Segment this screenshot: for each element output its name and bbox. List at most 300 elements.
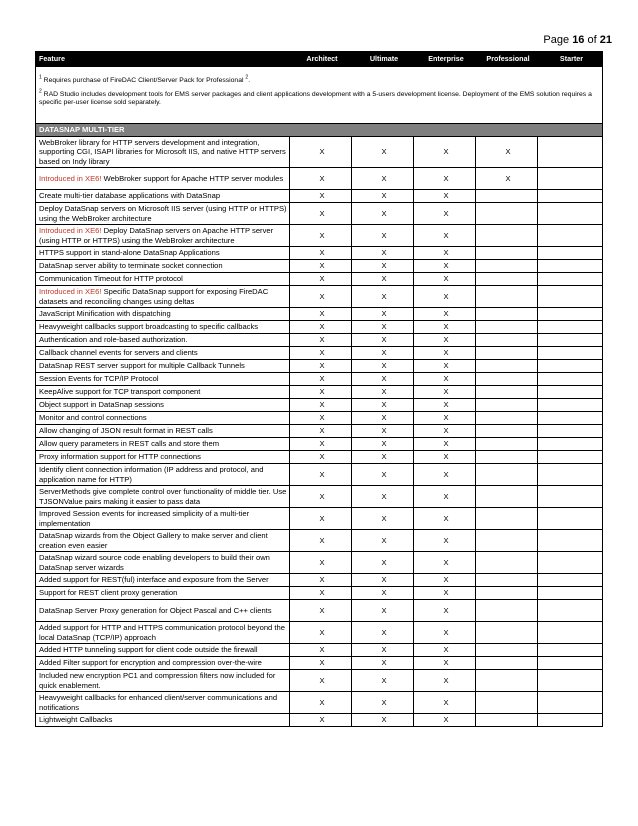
feature-cell: [36, 260, 290, 273]
feature-cell: [36, 225, 290, 247]
mark-architect: X: [290, 386, 352, 399]
table-row: [36, 552, 603, 574]
table-row: [36, 137, 603, 168]
mark-ultimate: X: [352, 574, 414, 587]
feature-cell: [36, 692, 290, 714]
mark-architect: X: [290, 273, 352, 286]
feature-cell: [36, 386, 290, 399]
mark-professional: [476, 622, 538, 644]
mark-ultimate: X: [352, 308, 414, 321]
mark-enterprise: X: [414, 321, 476, 334]
mark-professional: [476, 308, 538, 321]
mark-professional: [476, 464, 538, 486]
mark-ultimate: X: [352, 622, 414, 644]
mark-professional: [476, 644, 538, 657]
mark-professional: [476, 190, 538, 203]
mark-professional: [476, 438, 538, 451]
feature-cell: [36, 587, 290, 600]
footnote-1: $^1$ Requires purchase of FireDAC Client/Server Pack for Professional $^2$.: [39, 74, 251, 85]
feature-text: Support for REST client proxy generation: [39, 588, 178, 598]
feature-cell: [36, 347, 290, 360]
mark-ultimate: X: [352, 273, 414, 286]
table-row: [36, 574, 603, 587]
feature-text: Session Events for TCP/IP Protocol: [39, 374, 159, 384]
mark-ultimate: X: [352, 530, 414, 552]
mark-ultimate: X: [352, 464, 414, 486]
table-row: [36, 386, 603, 399]
introduced-badge: Introduced in XE6!: [39, 226, 102, 236]
mark-architect: X: [290, 247, 352, 260]
mark-architect: X: [290, 574, 352, 587]
table-row: [36, 260, 603, 273]
mark-professional: [476, 451, 538, 464]
mark-architect: X: [290, 190, 352, 203]
mark-enterprise: X: [414, 203, 476, 225]
introduced-badge: Introduced in XE6!: [39, 173, 102, 183]
mark-architect: X: [290, 260, 352, 273]
mark-enterprise: X: [414, 464, 476, 486]
mark-architect: X: [290, 347, 352, 360]
table-row: [36, 657, 603, 670]
mark-professional: [476, 386, 538, 399]
mark-architect: X: [290, 203, 352, 225]
feature-text: Monitor and control connections: [39, 413, 147, 423]
header-professional: Professional: [476, 52, 538, 67]
mark-ultimate: X: [352, 692, 414, 714]
feature-text: Communication Timeout for HTTP protocol: [39, 274, 183, 284]
mark-architect: X: [290, 508, 352, 530]
table-row: [36, 286, 603, 308]
table-row: [36, 399, 603, 412]
table-row: [36, 622, 603, 644]
mark-professional: [476, 273, 538, 286]
table-row: [36, 600, 603, 622]
mark-architect: X: [290, 464, 352, 486]
feature-cell: [36, 203, 290, 225]
mark-enterprise: X: [414, 451, 476, 464]
mark-architect: X: [290, 622, 352, 644]
notes-row: [36, 67, 603, 124]
mark-ultimate: X: [352, 190, 414, 203]
mark-starter: [538, 508, 603, 530]
feature-text: Heavyweight callbacks for enhanced client/server communications and notifications: [39, 693, 278, 712]
feature-cell: [36, 552, 290, 574]
table-row: [36, 334, 603, 347]
mark-starter: [538, 190, 603, 203]
mark-enterprise: X: [414, 692, 476, 714]
feature-text: DataSnap wizard source code enabling developers to build their own DataSnap server wizards: [39, 553, 270, 572]
mark-professional: [476, 587, 538, 600]
page-number: [543, 34, 612, 46]
mark-enterprise: X: [414, 438, 476, 451]
mark-starter: [538, 168, 603, 190]
table-row: [36, 360, 603, 373]
mark-architect: X: [290, 486, 352, 508]
mark-professional: [476, 412, 538, 425]
mark-starter: [538, 308, 603, 321]
feature-text: KeepAlive support for TCP transport component: [39, 387, 201, 397]
mark-professional: [476, 552, 538, 574]
feature-text: DataSnap Server Proxy generation for Object Pascal and C++ clients: [39, 605, 272, 615]
mark-ultimate: X: [352, 334, 414, 347]
mark-professional: [476, 425, 538, 438]
mark-enterprise: X: [414, 225, 476, 247]
mark-starter: [538, 225, 603, 247]
mark-professional: [476, 692, 538, 714]
mark-professional: [476, 530, 538, 552]
mark-architect: X: [290, 334, 352, 347]
mark-ultimate: X: [352, 644, 414, 657]
mark-starter: [538, 670, 603, 692]
mark-starter: [538, 203, 603, 225]
mark-architect: X: [290, 438, 352, 451]
mark-enterprise: X: [414, 247, 476, 260]
feature-text: WebBroker library for HTTP servers development and integration, supporting CGI, ISAPI libraries for Microsoft IIS, and native HTTP servers based on Indy library: [39, 138, 286, 166]
feature-cell: [36, 600, 290, 622]
mark-architect: X: [290, 168, 352, 190]
mark-ultimate: X: [352, 600, 414, 622]
feature-text: WebBroker support for Apache HTTP server modules: [101, 173, 284, 183]
mark-starter: [538, 260, 603, 273]
feature-cell: [36, 334, 290, 347]
header-starter: Starter: [538, 52, 603, 67]
mark-starter: [538, 552, 603, 574]
feature-cell: [36, 464, 290, 486]
feature-cell: [36, 168, 290, 190]
mark-starter: [538, 438, 603, 451]
feature-text: Proxy information support for HTTP connections: [39, 452, 201, 462]
mark-professional: [476, 225, 538, 247]
feature-matrix-table: [35, 51, 603, 727]
mark-professional: [476, 247, 538, 260]
feature-cell: [36, 508, 290, 530]
mark-architect: X: [290, 587, 352, 600]
mark-professional: [476, 286, 538, 308]
mark-enterprise: X: [414, 714, 476, 727]
mark-architect: X: [290, 137, 352, 168]
mark-ultimate: X: [352, 552, 414, 574]
mark-ultimate: X: [352, 247, 414, 260]
mark-enterprise: X: [414, 273, 476, 286]
feature-cell: [36, 308, 290, 321]
mark-professional: [476, 399, 538, 412]
mark-ultimate: X: [352, 587, 414, 600]
header-ultimate: Ultimate: [352, 52, 414, 67]
table-row: [36, 692, 603, 714]
mark-starter: [538, 137, 603, 168]
mark-starter: [538, 587, 603, 600]
mark-ultimate: X: [352, 425, 414, 438]
feature-text: Specific DataSnap support for exposing FireDAC datasets and reconciling changes using deltas: [39, 287, 269, 306]
page-current: 16: [572, 34, 585, 46]
mark-architect: X: [290, 412, 352, 425]
mark-architect: X: [290, 692, 352, 714]
mark-professional: [476, 373, 538, 386]
mark-enterprise: X: [414, 508, 476, 530]
table-row: [36, 190, 603, 203]
mark-starter: [538, 644, 603, 657]
feature-text: Identify client connection information (IP address and protocol, and application name for HTTP): [39, 465, 264, 484]
introduced-badge: Introduced in XE6!: [39, 287, 102, 297]
feature-cell: [36, 247, 290, 260]
mark-starter: [538, 692, 603, 714]
mark-ultimate: X: [352, 486, 414, 508]
mark-ultimate: X: [352, 412, 414, 425]
feature-cell: [36, 412, 290, 425]
mark-ultimate: X: [352, 386, 414, 399]
table-row: [36, 451, 603, 464]
feature-cell: [36, 657, 290, 670]
mark-ultimate: X: [352, 137, 414, 168]
footnotes: [36, 67, 603, 124]
mark-professional: [476, 203, 538, 225]
table-row: [36, 587, 603, 600]
mark-ultimate: X: [352, 347, 414, 360]
mark-professional: [476, 574, 538, 587]
table-row: [36, 486, 603, 508]
page-of: of: [587, 34, 597, 46]
mark-professional: [476, 657, 538, 670]
mark-professional: [476, 260, 538, 273]
table-row: [36, 412, 603, 425]
mark-starter: [538, 574, 603, 587]
mark-professional: X: [476, 137, 538, 168]
feature-text: DataSnap wizards from the Object Gallery to make server and client creation even easier: [39, 531, 268, 550]
feature-cell: [36, 486, 290, 508]
mark-ultimate: X: [352, 360, 414, 373]
feature-text: Improved Session events for increased simplicity of a multi-tier implementation: [39, 509, 250, 528]
feature-cell: [36, 670, 290, 692]
mark-architect: X: [290, 714, 352, 727]
header-enterprise: Enterprise: [414, 52, 476, 67]
mark-ultimate: X: [352, 260, 414, 273]
mark-architect: X: [290, 373, 352, 386]
mark-enterprise: X: [414, 373, 476, 386]
mark-ultimate: X: [352, 451, 414, 464]
feature-text: Deploy DataSnap servers on Apache HTTP server (using HTTP or HTTPS) using the WebBroker architecture: [39, 226, 274, 245]
mark-enterprise: X: [414, 286, 476, 308]
mark-ultimate: X: [352, 438, 414, 451]
mark-starter: [538, 425, 603, 438]
mark-enterprise: X: [414, 412, 476, 425]
mark-enterprise: X: [414, 190, 476, 203]
feature-text: Deploy DataSnap servers on Microsoft IIS server (using HTTP or HTTPS) using the WebBroker architecture: [39, 204, 287, 223]
feature-text: Object support in DataSnap sessions: [39, 400, 164, 410]
feature-cell: [36, 321, 290, 334]
mark-enterprise: X: [414, 574, 476, 587]
mark-enterprise: X: [414, 644, 476, 657]
mark-enterprise: X: [414, 552, 476, 574]
mark-professional: X: [476, 168, 538, 190]
mark-ultimate: X: [352, 399, 414, 412]
table-row: [36, 247, 603, 260]
table-row: [36, 373, 603, 386]
mark-professional: [476, 670, 538, 692]
mark-ultimate: X: [352, 168, 414, 190]
mark-architect: X: [290, 552, 352, 574]
section-row: [36, 124, 603, 137]
mark-ultimate: X: [352, 225, 414, 247]
mark-starter: [538, 600, 603, 622]
feature-text: Heavyweight callbacks support broadcasting to specific callbacks: [39, 322, 259, 332]
page-total: 21: [599, 34, 612, 46]
mark-enterprise: X: [414, 600, 476, 622]
mark-starter: [538, 321, 603, 334]
feature-text: Authentication and role-based authorization.: [39, 335, 188, 345]
mark-architect: X: [290, 399, 352, 412]
feature-text: Allow query parameters in REST calls and store them: [39, 439, 220, 449]
feature-text: DataSnap REST server support for multiple Callback Tunnels: [39, 361, 245, 371]
mark-starter: [538, 360, 603, 373]
feature-text: Create multi-tier database applications with DataSnap: [39, 191, 221, 201]
mark-starter: [538, 286, 603, 308]
feature-cell: [36, 425, 290, 438]
section-title: DATASNAP MULTI-TIER: [36, 124, 603, 137]
mark-professional: [476, 347, 538, 360]
mark-enterprise: X: [414, 670, 476, 692]
mark-starter: [538, 486, 603, 508]
mark-professional: [476, 321, 538, 334]
mark-enterprise: X: [414, 360, 476, 373]
page-label: Page: [543, 34, 570, 46]
table-row: [36, 273, 603, 286]
mark-architect: X: [290, 670, 352, 692]
mark-professional: [476, 600, 538, 622]
feature-cell: [36, 137, 290, 168]
mark-enterprise: X: [414, 260, 476, 273]
header-feature: Feature: [36, 52, 290, 67]
mark-ultimate: X: [352, 203, 414, 225]
feature-cell: [36, 438, 290, 451]
mark-enterprise: X: [414, 425, 476, 438]
mark-enterprise: X: [414, 308, 476, 321]
mark-professional: [476, 360, 538, 373]
table-header-row: [36, 52, 603, 67]
mark-enterprise: X: [414, 587, 476, 600]
mark-starter: [538, 657, 603, 670]
mark-enterprise: X: [414, 168, 476, 190]
mark-enterprise: X: [414, 347, 476, 360]
mark-professional: [476, 508, 538, 530]
feature-cell: [36, 360, 290, 373]
mark-architect: X: [290, 644, 352, 657]
mark-starter: [538, 386, 603, 399]
feature-cell: [36, 530, 290, 552]
mark-enterprise: X: [414, 530, 476, 552]
mark-architect: X: [290, 360, 352, 373]
mark-professional: [476, 486, 538, 508]
mark-enterprise: X: [414, 486, 476, 508]
feature-text: ServerMethods give complete control over functionality of middle tier. Use TJSONValue pairs making it easier to pass data: [39, 487, 287, 506]
mark-enterprise: X: [414, 334, 476, 347]
feature-text: Included new encryption PC1 and compression filters now included for quick enablement.: [39, 671, 276, 690]
mark-architect: X: [290, 225, 352, 247]
table-row: [36, 438, 603, 451]
table-row: [36, 347, 603, 360]
mark-professional: [476, 714, 538, 727]
header-architect: Architect: [290, 52, 352, 67]
mark-starter: [538, 273, 603, 286]
feature-text: Added support for REST(ful) interface and exposure from the Server: [39, 575, 269, 585]
feature-cell: [36, 451, 290, 464]
feature-text: Callback channel events for servers and clients: [39, 348, 198, 358]
mark-enterprise: X: [414, 657, 476, 670]
mark-ultimate: X: [352, 508, 414, 530]
mark-professional: [476, 334, 538, 347]
feature-cell: [36, 714, 290, 727]
mark-starter: [538, 714, 603, 727]
mark-starter: [538, 247, 603, 260]
table-row: [36, 714, 603, 727]
feature-text: Allow changing of JSON result format in REST calls: [39, 426, 213, 436]
feature-cell: [36, 190, 290, 203]
mark-ultimate: X: [352, 373, 414, 386]
mark-starter: [538, 622, 603, 644]
mark-architect: X: [290, 308, 352, 321]
mark-enterprise: X: [414, 622, 476, 644]
table-row: [36, 644, 603, 657]
feature-text: DataSnap server ability to terminate socket connection: [39, 261, 223, 271]
feature-cell: [36, 622, 290, 644]
mark-starter: [538, 451, 603, 464]
mark-starter: [538, 412, 603, 425]
mark-starter: [538, 530, 603, 552]
mark-architect: X: [290, 425, 352, 438]
mark-ultimate: X: [352, 670, 414, 692]
feature-cell: [36, 574, 290, 587]
mark-architect: X: [290, 657, 352, 670]
mark-enterprise: X: [414, 386, 476, 399]
table-row: [36, 508, 603, 530]
mark-enterprise: X: [414, 399, 476, 412]
feature-cell: [36, 644, 290, 657]
feature-text: JavaScript Minification with dispatching: [39, 309, 171, 319]
feature-text: HTTPS support in stand-alone DataSnap Applications: [39, 248, 220, 258]
mark-ultimate: X: [352, 286, 414, 308]
feature-text: Added support for HTTP and HTTPS communication protocol beyond the local DataSnap (TCP/IP) approach: [39, 623, 285, 642]
mark-architect: X: [290, 321, 352, 334]
mark-starter: [538, 399, 603, 412]
mark-ultimate: X: [352, 321, 414, 334]
mark-architect: X: [290, 600, 352, 622]
table-row: [36, 464, 603, 486]
feature-cell: [36, 273, 290, 286]
table-row: [36, 530, 603, 552]
mark-starter: [538, 373, 603, 386]
mark-architect: X: [290, 530, 352, 552]
mark-starter: [538, 347, 603, 360]
feature-cell: [36, 399, 290, 412]
table-row: [36, 203, 603, 225]
feature-cell: [36, 286, 290, 308]
table-row: [36, 225, 603, 247]
table-row: [36, 321, 603, 334]
footnote-2: $^2$ RAD Studio includes development tools for EMS server packages and client applications development with a 5-users development license. Deployment of the EMS solution requires a specific per-user license sold separately.: [39, 88, 592, 107]
table-row: [36, 425, 603, 438]
mark-architect: X: [290, 451, 352, 464]
mark-starter: [538, 464, 603, 486]
table-row: [36, 670, 603, 692]
mark-enterprise: X: [414, 137, 476, 168]
feature-text: Added Filter support for encryption and compression over-the-wire: [39, 658, 262, 668]
feature-cell: [36, 373, 290, 386]
mark-ultimate: X: [352, 714, 414, 727]
mark-ultimate: X: [352, 657, 414, 670]
table-row: [36, 168, 603, 190]
mark-starter: [538, 334, 603, 347]
feature-text: Lightweight Callbacks: [39, 715, 113, 725]
table-row: [36, 308, 603, 321]
